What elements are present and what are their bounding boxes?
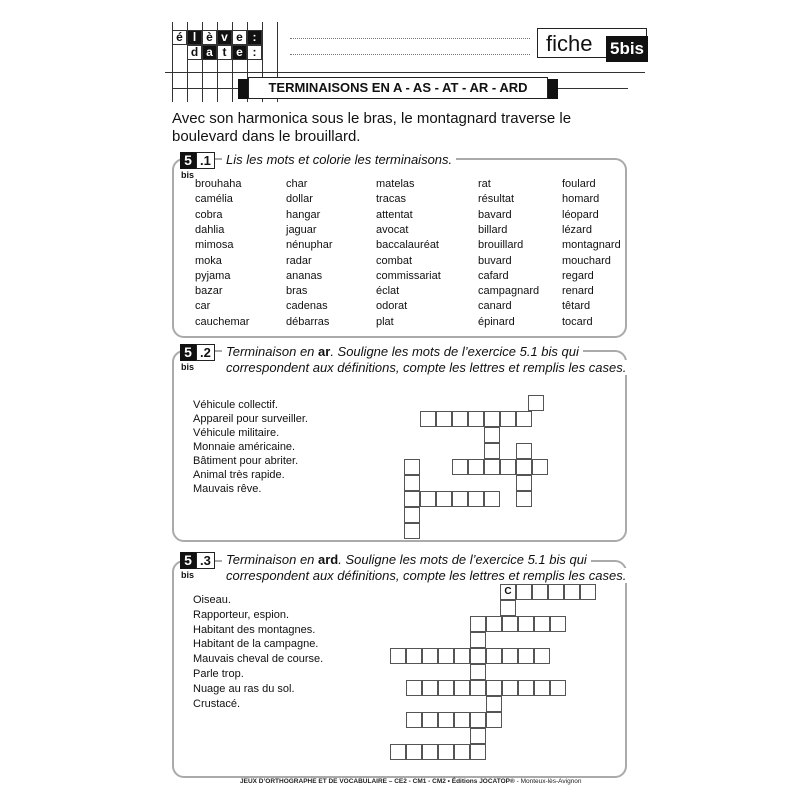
crossword-cell[interactable]	[564, 584, 580, 600]
crossword-cell[interactable]	[534, 680, 550, 696]
word-item[interactable]: matelas	[376, 178, 415, 190]
crossword-cell[interactable]	[404, 459, 420, 475]
definition-item: Véhicule militaire.	[193, 427, 280, 439]
eleve-letter: è	[202, 30, 217, 45]
word-item[interactable]: bazar	[195, 285, 223, 298]
crossword-cell[interactable]	[406, 712, 422, 728]
word-item[interactable]: odorat	[376, 300, 408, 313]
exercise-3-bis: bis	[181, 570, 195, 580]
crossword-cell[interactable]	[470, 616, 486, 632]
page-title: TERMINAISONS EN A - AS - AT - AR - ARD	[248, 77, 548, 99]
word-item[interactable]: têtard	[562, 300, 591, 313]
crossword-cell[interactable]	[484, 411, 500, 427]
fiche-label: fiche	[546, 31, 593, 56]
instr-bold: ard	[318, 552, 339, 567]
definition-item: Bâtiment pour abriter.	[193, 455, 299, 467]
instr-bold: ar	[318, 344, 331, 359]
word-item[interactable]: regard	[562, 269, 594, 282]
instr-post: . Souligne les mots de l’exercice 5.1 bis qui	[330, 344, 579, 359]
crossword-cell[interactable]	[580, 584, 596, 600]
eleve-letter: v	[217, 30, 232, 45]
crossword-cell[interactable]	[484, 459, 500, 475]
word-item[interactable]: mimosa	[195, 239, 234, 252]
word-item[interactable]: char	[286, 178, 308, 190]
word-item[interactable]: débarras	[286, 315, 330, 328]
crossword-cell[interactable]	[438, 648, 454, 664]
crossword-cell[interactable]	[550, 680, 566, 696]
crossword-cell[interactable]	[550, 616, 566, 632]
exercise-1-number: 5	[180, 152, 196, 169]
exercise-3-number: 5	[180, 552, 196, 569]
crossword-cell[interactable]	[436, 491, 452, 507]
exercise-2-instruction	[222, 344, 583, 359]
word-item[interactable]: billard	[478, 223, 508, 236]
date-letter: d	[187, 45, 202, 60]
crossword-cell[interactable]	[470, 632, 486, 648]
crossword-cell[interactable]	[406, 744, 422, 760]
exercise-2-bis: bis	[181, 362, 195, 372]
word-item[interactable]: lézard	[562, 223, 592, 236]
exercise-1-sub: .1	[196, 152, 215, 169]
instr-pre: Terminaison en	[226, 552, 319, 567]
crossword-cell[interactable]	[454, 712, 470, 728]
crossword-cell[interactable]	[454, 680, 470, 696]
definition-item: Nuage au ras du sol.	[193, 682, 295, 695]
definition-item: Crustacé.	[193, 697, 241, 710]
crossword-cell[interactable]	[484, 427, 500, 443]
date-letter: e	[232, 45, 247, 60]
crossword-cell[interactable]	[484, 443, 500, 459]
crossword-cell[interactable]	[438, 712, 454, 728]
word-item[interactable]: cadenas	[286, 300, 328, 313]
definition-item: Monnaie américaine.	[193, 441, 296, 453]
crossword-cell[interactable]	[422, 648, 438, 664]
definition-item: Rapporteur, espion.	[193, 608, 290, 621]
crossword-cell[interactable]	[404, 475, 420, 491]
definition-item: Mauvais rêve.	[193, 483, 262, 495]
crossword-cell[interactable]	[406, 648, 422, 664]
crossword-cell[interactable]	[470, 712, 486, 728]
crossword-cell[interactable]	[468, 459, 484, 475]
eleve-letter: l	[187, 30, 202, 45]
word-item[interactable]: brouillard	[478, 239, 524, 252]
crossword-cell[interactable]	[516, 411, 532, 427]
crossword-cell[interactable]	[516, 584, 532, 600]
word-item[interactable]: jaguar	[286, 223, 317, 236]
definition-item: Parle trop.	[193, 668, 244, 680]
crossword-cell[interactable]	[486, 712, 502, 728]
crossword-cell[interactable]	[502, 648, 518, 664]
crossword-cell[interactable]	[516, 475, 532, 491]
footer-place: - Monteux-lès-Avignon	[514, 778, 582, 785]
fiche-number: 5bis	[606, 36, 648, 62]
word-item[interactable]: éclat	[376, 285, 400, 298]
crossword-cell[interactable]	[516, 491, 532, 507]
word-item[interactable]: avocat	[376, 223, 409, 236]
word-item[interactable]: mouchard	[562, 254, 611, 267]
eleve-letter: é	[172, 30, 187, 45]
crossword-cell[interactable]	[420, 491, 436, 507]
crossword-cell[interactable]	[470, 728, 486, 744]
crossword-cell[interactable]	[422, 744, 438, 760]
crossword-cell[interactable]	[534, 648, 550, 664]
crossword-cell[interactable]	[404, 491, 420, 507]
exercise-3-instruction-line2: correspondent aux définitions, compte les lettres et remplis les cases.	[222, 568, 630, 583]
word-item[interactable]: pyjama	[195, 269, 231, 282]
word-item[interactable]: bavard	[478, 208, 512, 221]
definition-item: Véhicule collectif.	[193, 399, 278, 411]
crossword-cell[interactable]	[486, 696, 502, 712]
word-item[interactable]: commissariat	[376, 269, 441, 282]
word-item[interactable]: ananas	[286, 269, 323, 282]
word-item[interactable]: canard	[478, 300, 512, 313]
crossword-cell[interactable]	[452, 459, 468, 475]
date-line[interactable]	[290, 54, 530, 55]
word-item[interactable]: car	[195, 300, 211, 313]
exercise-2-number: 5	[180, 344, 196, 361]
definition-item: Oiseau.	[193, 594, 231, 606]
crossword-cell[interactable]	[548, 584, 564, 600]
crossword-cell[interactable]	[486, 648, 502, 664]
crossword-cell[interactable]	[500, 411, 516, 427]
word-item[interactable]: cobra	[195, 208, 223, 221]
word-item[interactable]: tocard	[562, 315, 593, 328]
crossword-cell[interactable]	[452, 491, 468, 507]
crossword-cell[interactable]	[534, 616, 550, 632]
crossword-cell[interactable]	[422, 680, 438, 696]
word-item[interactable]: campagnard	[478, 285, 540, 298]
definition-item: Animal très rapide.	[193, 469, 285, 481]
exercise-1-bis: bis	[181, 170, 195, 180]
crossword-cell[interactable]	[404, 507, 420, 523]
crossword-cell[interactable]	[436, 411, 452, 427]
crossword-cell[interactable]	[470, 680, 486, 696]
word-item[interactable]: foulard	[562, 178, 596, 190]
eleve-letter: :	[247, 30, 262, 45]
instr-pre: Terminaison en	[226, 344, 319, 359]
crossword-cell[interactable]	[404, 523, 420, 539]
definition-item: Habitant de la campagne.	[193, 638, 319, 651]
crossword-cell[interactable]	[438, 744, 454, 760]
crossword-cell[interactable]	[422, 712, 438, 728]
word-item[interactable]: hangar	[286, 208, 321, 221]
crossword-cell[interactable]	[470, 744, 486, 760]
word-item[interactable]: résultat	[478, 193, 515, 206]
crossword-cell[interactable]	[502, 616, 518, 632]
word-item[interactable]: camélia	[195, 193, 233, 206]
word-item[interactable]: dollar	[286, 193, 313, 206]
crossword-cell[interactable]	[518, 680, 534, 696]
crossword-cell[interactable]	[502, 680, 518, 696]
crossword-cell[interactable]: C	[500, 584, 516, 600]
word-item[interactable]: dahlia	[195, 223, 225, 236]
eleve-line[interactable]	[290, 38, 530, 39]
word-item[interactable]: plat	[376, 315, 394, 328]
word-item[interactable]: baccalauréat	[376, 239, 439, 252]
crossword-cell[interactable]	[500, 600, 516, 616]
word-item[interactable]: attentat	[376, 208, 413, 221]
definition-item: Habitant des montagnes.	[193, 623, 316, 636]
footer-main: JEUX D’ORTHOGRAPHE ET DE VOCABULAIRE – CE2 - CM1 - CM2 • Éditions JOCATOP®	[240, 778, 515, 785]
crossword-cell[interactable]	[532, 459, 548, 475]
exercise-3-instruction	[222, 552, 591, 567]
word-item[interactable]: montagnard	[562, 239, 621, 252]
exercise-3-sub: .3	[196, 552, 215, 569]
crossword-cell[interactable]	[420, 411, 436, 427]
crossword-cell[interactable]	[528, 395, 544, 411]
definition-item: Mauvais cheval de course.	[193, 653, 324, 666]
crossword-cell[interactable]	[390, 744, 406, 760]
word-item[interactable]: bras	[286, 285, 308, 298]
eleve-letter: e	[232, 30, 247, 45]
word-item[interactable]: combat	[376, 254, 413, 267]
crossword-cell[interactable]	[454, 648, 470, 664]
crossword-cell[interactable]	[518, 616, 534, 632]
crossword-cell[interactable]	[486, 616, 502, 632]
word-item[interactable]: renard	[562, 285, 594, 298]
date-letter: a	[202, 45, 217, 60]
crossword-cell[interactable]	[468, 491, 484, 507]
crossword-cell[interactable]	[468, 411, 484, 427]
exercise-2-instruction-line2: correspondent aux définitions, compte les lettres et remplis les cases.	[222, 360, 630, 375]
crossword-cell[interactable]	[438, 680, 454, 696]
word-item[interactable]: rat	[478, 178, 491, 190]
crossword-cell[interactable]	[390, 648, 406, 664]
word-item[interactable]: tracas	[376, 193, 406, 206]
crossword-cell[interactable]	[516, 459, 532, 475]
crossword-cell[interactable]	[406, 680, 422, 696]
crossword-cell[interactable]	[454, 744, 470, 760]
word-item[interactable]: brouhaha	[195, 178, 242, 190]
crossword-cell[interactable]	[470, 648, 486, 664]
word-item[interactable]: léopard	[562, 208, 599, 221]
crossword-cell[interactable]	[484, 491, 500, 507]
exercise-2-sub: .2	[196, 344, 215, 361]
word-item[interactable]: homard	[562, 193, 600, 206]
intro-text: Avec son harmonica sous le bras, le montagnard traverse le boulevard dans le brouillard.	[172, 110, 572, 145]
word-item[interactable]: buvard	[478, 254, 512, 267]
crossword-cell[interactable]	[486, 680, 502, 696]
crossword-cell[interactable]	[532, 584, 548, 600]
word-item[interactable]: radar	[286, 254, 312, 267]
crossword-cell[interactable]	[518, 648, 534, 664]
footer	[240, 778, 582, 785]
word-item[interactable]: cafard	[478, 269, 509, 282]
exercise-1-instruction: Lis les mots et colorie les terminaisons.	[222, 152, 456, 167]
crossword-cell[interactable]	[516, 443, 532, 459]
crossword-cell[interactable]	[500, 459, 516, 475]
date-letter: :	[247, 45, 262, 60]
word-item[interactable]: épinard	[478, 315, 515, 328]
word-item[interactable]: moka	[195, 254, 222, 267]
crossword-cell[interactable]	[470, 664, 486, 680]
instr-post: . Souligne les mots de l’exercice 5.1 bis qui	[338, 552, 587, 567]
date-letter: t	[217, 45, 232, 60]
crossword-cell[interactable]	[452, 411, 468, 427]
definition-item: Appareil pour surveiller.	[193, 413, 308, 425]
word-item[interactable]: cauchemar	[195, 315, 250, 328]
word-item[interactable]: nénuphar	[286, 239, 333, 252]
